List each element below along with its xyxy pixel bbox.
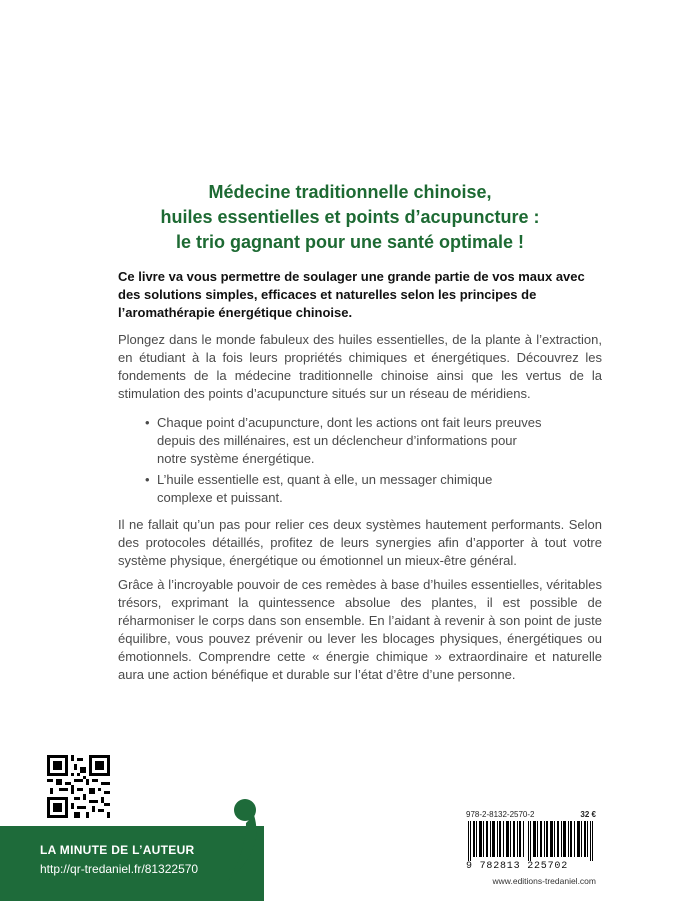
body-paragraph-2: Il ne fallait qu’un pas pour relier ces deux systèmes hautement performants. Selon des protocoles détaillés, profitez de leurs synergies afin d’apporter à tout votre système physique, énergétique ou émotionnel un mieux-être général. [118, 517, 602, 568]
author-minute-title: LA MINUTE DE L’AUTEUR [40, 843, 195, 857]
bullet-text: Chaque point d’acupuncture, dont les actions ont fait leurs preuves depuis des millénaires, est un déclencheur d’informations pour notre système énergétique. [157, 415, 542, 466]
publisher-logo-icon [218, 795, 266, 885]
headline-line-1: Médecine traditionnelle chinoise, [208, 182, 492, 202]
bullet-dot-icon: • [145, 415, 150, 430]
headline-line-3: le trio gagnant pour une santé optimale ! [175, 232, 525, 252]
bullet-list [145, 414, 545, 510]
headline [0, 180, 700, 255]
publisher-website[interactable]: www.editions-tredaniel.com [492, 876, 596, 886]
bullet-item [145, 471, 545, 507]
body-paragraph-1: Plongez dans le monde fabuleux des huiles essentielles, de la plante à l’extraction, en étudiant à la fois leurs propriétés chimiques et énergétiques. Découvrez les fondements de la médecine traditionnelle chinoise ainsi que les vertus de la stimulation des points d’acupuncture situés sur un réseau de méridiens. [118, 332, 602, 401]
author-minute-url[interactable]: http://qr-tredaniel.fr/81322570 [40, 862, 199, 876]
bullet-item [145, 414, 545, 468]
qr-code[interactable] [47, 755, 110, 818]
lead-paragraph: Ce livre va vous permettre de soulager une grande partie de vos maux avec des solutions simples, efficaces et naturelles selon les principes de l’aromathérapie énergétique chinoise. [118, 269, 585, 320]
price: 32 € [580, 810, 596, 819]
isbn-line [466, 810, 596, 819]
headline-line-2: huiles essentielles et points d’acupuncture : [160, 207, 540, 227]
barcode [466, 821, 596, 861]
barcode-number: 9 782813 225702 [466, 861, 569, 872]
bullet-dot-icon: • [145, 472, 150, 487]
body-paragraph-3: Grâce à l’incroyable pouvoir de ces remèdes à base d’huiles essentielles, véritables trésors, exprimant la quintessence absolue des plantes, il est possible de réharmoniser le corps dans son ensemble. En l’aidant à revenir à son point de juste équilibre, vous pouvez prévenir ou lever les blocages physiques, énergétiques ou émotionnels. Comprendre cette « énergie chimique » extraordinaire et naturelle aura une action bénéfique et durable sur l’état d’être d’une personne. [118, 577, 602, 682]
isbn: 978-2-8132-2570-2 [466, 810, 535, 819]
bullet-text: L’huile essentielle est, quant à elle, un messager chimique complexe et puissant. [157, 472, 493, 505]
